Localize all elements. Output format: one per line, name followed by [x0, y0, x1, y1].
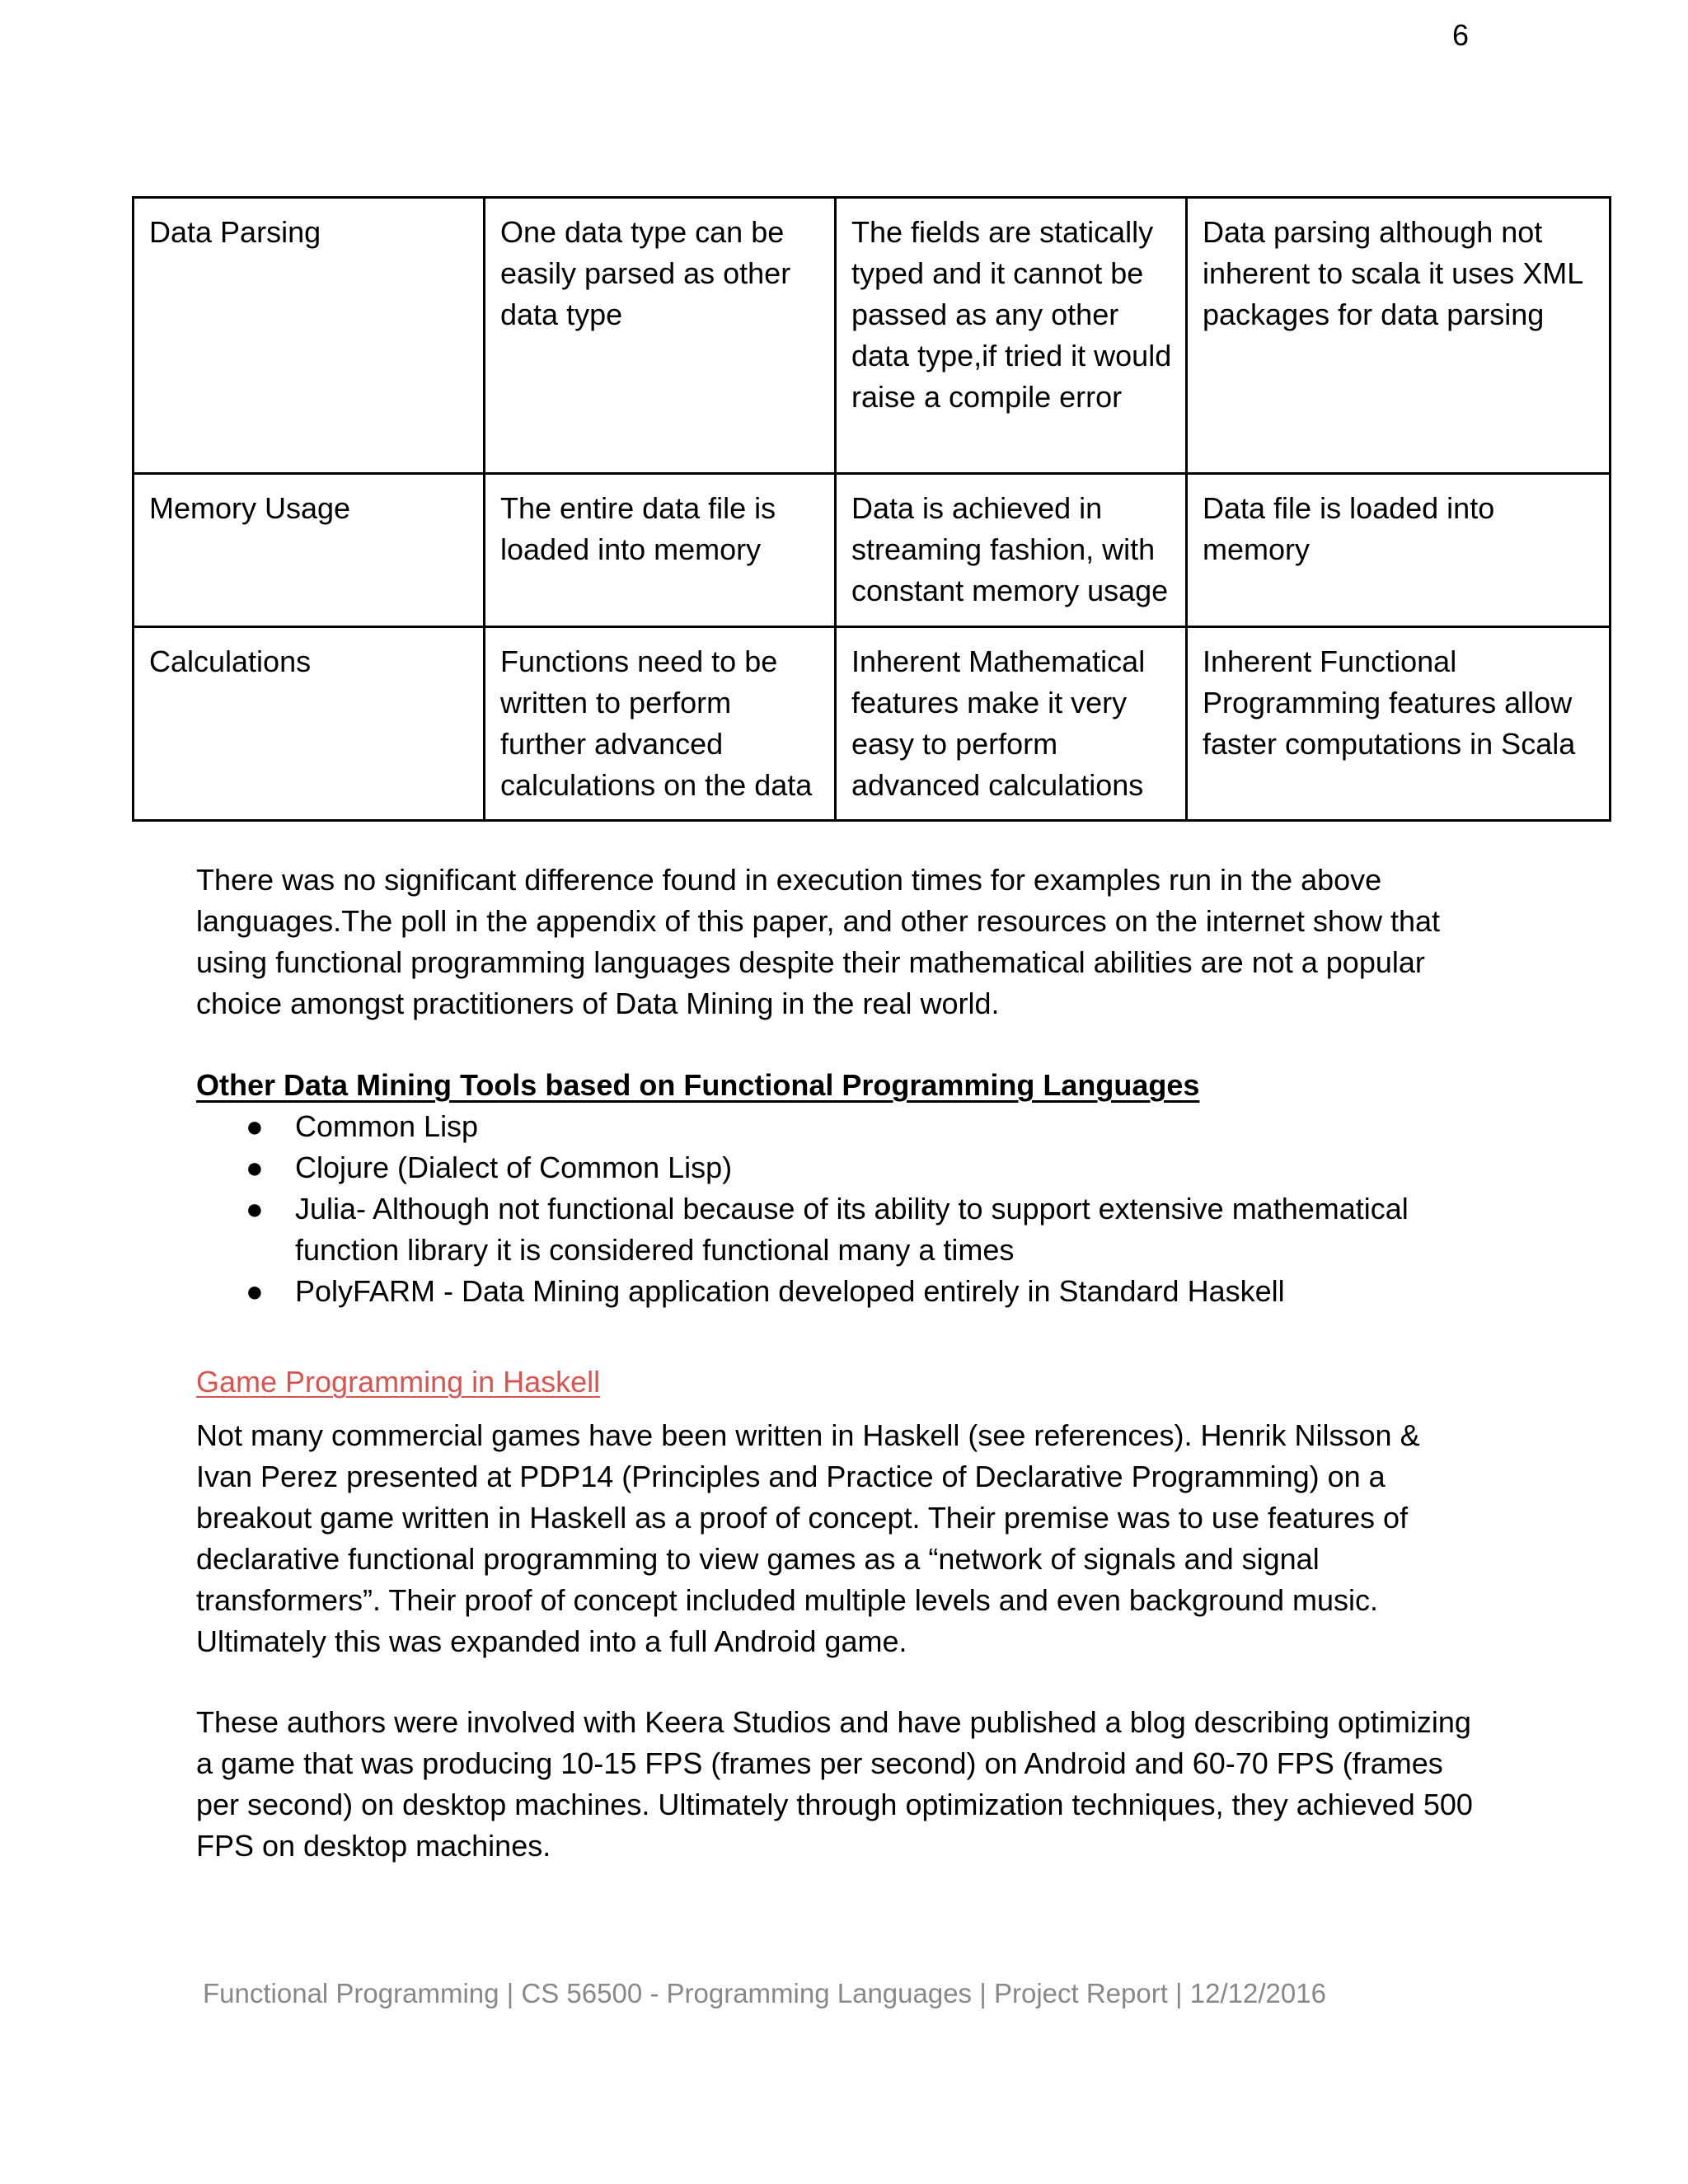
- bullet-icon: ●: [246, 1109, 264, 1143]
- list-item: [196, 1188, 1482, 1271]
- table-cell: Inherent Mathematical features make it very easy to perform advanced calculations: [836, 627, 1187, 821]
- table-row: [134, 198, 1611, 474]
- page-number: 6: [1452, 18, 1470, 52]
- list-item-text: Common Lisp: [295, 1109, 479, 1143]
- table-row: [134, 627, 1611, 821]
- bullet-icon: ●: [246, 1274, 264, 1308]
- section-heading-tools: Other Data Mining Tools based on Functional Programming Languages: [196, 1068, 1200, 1102]
- table-cell: Data parsing although not inherent to scala it uses XML packages for data parsing: [1187, 198, 1611, 474]
- list-item: [196, 1147, 1482, 1188]
- table-cell: Memory Usage: [134, 474, 485, 627]
- list-item-text: Julia- Although not functional because of its ability to support extensive mathematical function library it is considered functional many a times: [295, 1192, 1409, 1267]
- list-item-text: PolyFARM - Data Mining application developed entirely in Standard Haskell: [295, 1274, 1285, 1308]
- table-cell: Calculations: [134, 627, 485, 821]
- bullet-icon: ●: [246, 1192, 264, 1226]
- game-programming-link[interactable]: Game Programming in Haskell: [196, 1365, 601, 1399]
- table-cell: The fields are statically typed and it cannot be passed as any other data type,if tried it would raise a compile error: [836, 198, 1187, 474]
- table-cell: Functions need to be written to perform further advanced calculations on the data: [485, 627, 836, 821]
- table-cell: Data is achieved in streaming fashion, with constant memory usage: [836, 474, 1187, 627]
- list-item: [196, 1271, 1482, 1312]
- paragraph-keera-studios: These authors were involved with Keera Studios and have published a blog describing optimizing a game that was producing 10-15 FPS (frames per second) on Android and 60-70 FPS (frames per second) on desktop machines. Ultimately through optimization techniques, they achieved 500 FPS on desktop machines.: [196, 1705, 1473, 1863]
- table-row: [134, 474, 1611, 627]
- bullet-icon: ●: [246, 1151, 264, 1184]
- table-cell: Inherent Functional Programming features allow faster computations in Scala: [1187, 627, 1611, 821]
- table-cell: One data type can be easily parsed as other data type: [485, 198, 836, 474]
- tools-list: [196, 1106, 1482, 1312]
- table-cell: Data file is loaded into memory: [1187, 474, 1611, 627]
- table-cell: The entire data file is loaded into memory: [485, 474, 836, 627]
- comparison-table: [132, 196, 1611, 822]
- list-item: [196, 1106, 1482, 1147]
- paragraph-execution-times: There was no significant difference found in execution times for examples run in the above languages.The poll in the appendix of this paper, and other resources on the internet show that using functional programming languages despite their mathematical abilities are not a popular choice amongst practitioners of Data Mining in the real world.: [196, 863, 1441, 1020]
- table-cell: Data Parsing: [134, 198, 485, 474]
- paragraph-game-programming: Not many commercial games have been written in Haskell (see references). Henrik Nilsson & Ivan Perez presented at PDP14 (Principles and Practice of Declarative Programming) on a breakout game written in Haskell as a proof of concept. Their premise was to use features of declarative functional programming to view games as a “network of signals and signal transformers”. Their proof of concept included multiple levels and even background music. Ultimately this was expanded into a full Android game.: [196, 1418, 1420, 1658]
- list-item-text: Clojure (Dialect of Common Lisp): [295, 1151, 733, 1184]
- page-footer: Functional Programming | CS 56500 - Programming Languages | Project Report | 12/12/2016: [203, 1978, 1326, 2008]
